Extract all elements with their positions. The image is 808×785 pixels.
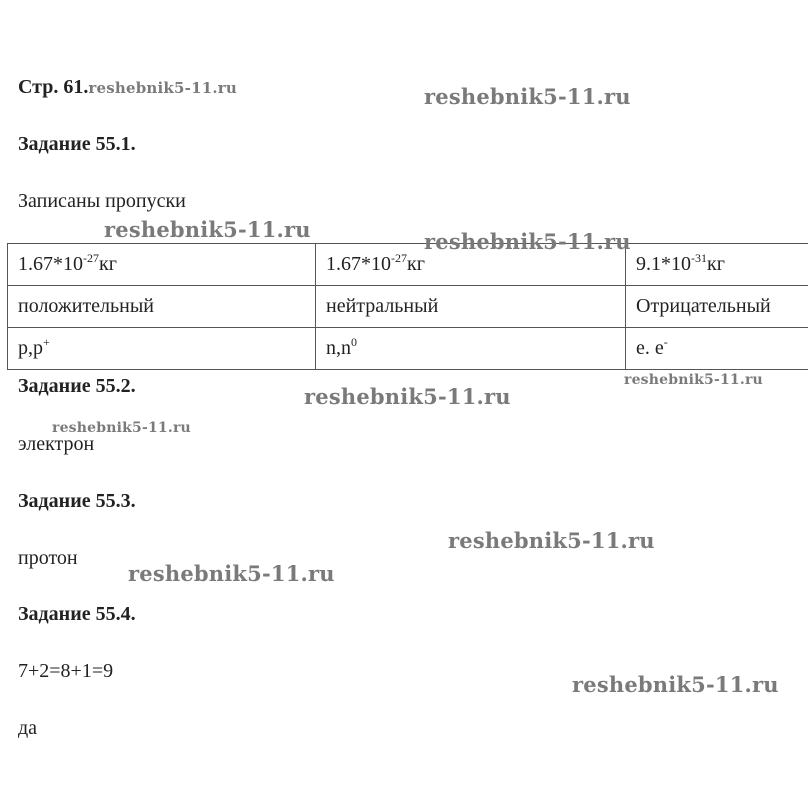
task-55-1-title: Задание 55.1.: [18, 133, 136, 155]
watermark: reshebnik5-11.ru: [52, 420, 191, 436]
page-header: [18, 76, 237, 99]
task-55-3-title: Задание 55.3.: [18, 490, 136, 512]
watermark: reshebnik5-11.ru: [104, 217, 311, 242]
watermark: reshebnik5-11.ru: [424, 229, 631, 254]
table-cell: положительный: [8, 286, 316, 328]
task-55-4-line1: 7+2=8+1=9: [18, 660, 114, 682]
table-row: [8, 286, 808, 328]
task-55-1-text: Записаны пропуски: [18, 190, 186, 212]
task-55-2-answer: электрон: [18, 433, 95, 455]
watermark: reshebnik5-11.ru: [624, 372, 763, 388]
watermark: reshebnik5-11.ru: [424, 84, 631, 109]
watermark: reshebnik5-11.ru: [572, 672, 779, 697]
table-row: [8, 244, 808, 286]
table-cell: p,p+: [8, 328, 316, 370]
watermark: reshebnik5-11.ru: [448, 528, 655, 553]
table-cell: $1.67*10^{-27}кг$: [316, 244, 626, 286]
task-55-4-line2: да: [18, 717, 38, 739]
table-row: [8, 328, 808, 370]
task-55-3-answer: протон: [18, 547, 78, 569]
page-number: Стр. 61.: [18, 76, 89, 98]
table-cell: e. e-: [626, 328, 808, 370]
watermark: reshebnik5-11.ru: [128, 561, 335, 586]
watermark: reshebnik5-11.ru: [304, 384, 511, 409]
table-cell: $1.67*10^{-27}кг$: [8, 244, 316, 286]
task-55-4-title: Задание 55.4.: [18, 603, 136, 625]
table-cell: Отрицательный: [626, 286, 808, 328]
watermark: reshebnik5-11.ru: [88, 79, 237, 97]
table-cell: $n,n^0$: [316, 328, 626, 370]
task-55-2-title: Задание 55.2.: [18, 375, 136, 397]
particles-table: [7, 243, 808, 370]
table-cell: нейтральный: [316, 286, 626, 328]
table-cell: $9.1*10^{-31}кг$: [626, 244, 808, 286]
